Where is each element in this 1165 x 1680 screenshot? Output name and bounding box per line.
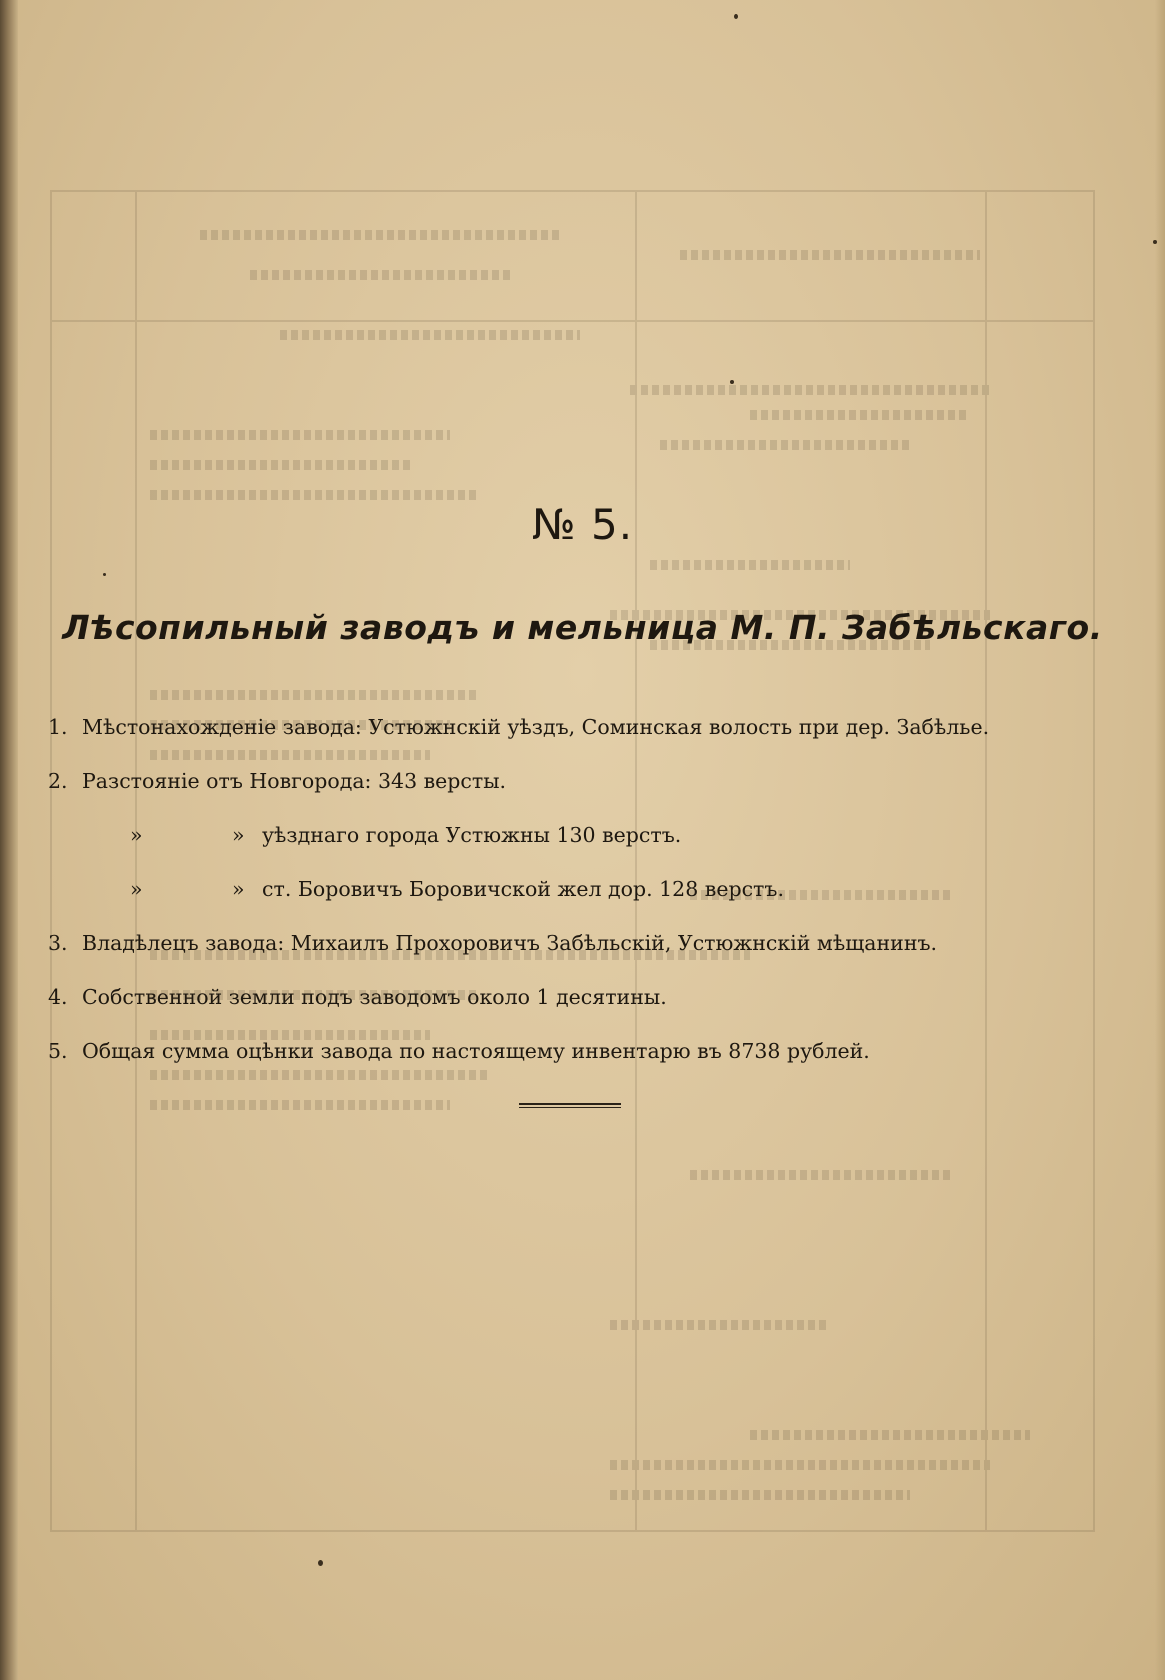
double-rule-divider xyxy=(519,1103,621,1108)
ditto-mark: » xyxy=(130,823,143,847)
document-title: Лѣсопильный заводъ и мельница М. П. Забѣльскаго. xyxy=(62,608,1103,647)
item-number: 3. xyxy=(48,931,68,955)
item-number: 5. xyxy=(48,1039,68,1063)
list-item xyxy=(48,700,1128,754)
binding-edge xyxy=(0,0,18,1680)
ink-speck xyxy=(1153,240,1157,244)
item-text: Общая сумма оцѣнки завода по настоящему инвентарю въ 8738 рублей. xyxy=(82,1039,870,1063)
ink-speck xyxy=(318,1560,323,1566)
item-number: 1. xyxy=(48,715,68,739)
item-number: 2. xyxy=(48,769,68,793)
document-number: № 5. xyxy=(531,500,634,549)
list-item xyxy=(48,754,1128,808)
ink-speck xyxy=(103,573,106,576)
list-item xyxy=(48,1024,1128,1078)
list-subitem xyxy=(48,862,1128,916)
item-text: Собственной земли подъ заводомъ около 1 десятины. xyxy=(82,985,667,1009)
ditto-mark: » xyxy=(232,877,245,901)
list-subitem xyxy=(48,808,1128,862)
ink-speck xyxy=(734,14,738,19)
item-text: Разстояніе отъ Новгорода: 343 версты. xyxy=(82,769,507,793)
ink-speck xyxy=(730,380,734,384)
item-text: уѣзднаго города Устюжны 130 верстъ. xyxy=(262,823,682,847)
page-edge-shadow xyxy=(1155,0,1165,1680)
item-text: Владѣлецъ завода: Михаилъ Прохоровичъ Забѣльскій, Устюжнскій мѣщанинъ. xyxy=(82,931,938,955)
list-item xyxy=(48,916,1128,970)
item-text: Мѣстонахожденіе завода: Устюжнскій уѣздъ, Соминская волость при дер. Забѣлье. xyxy=(82,715,990,739)
ditto-mark: » xyxy=(232,823,245,847)
item-number: 4. xyxy=(48,985,68,1009)
ditto-mark: » xyxy=(130,877,143,901)
item-text: ст. Боровичъ Боровичской жел дор. 128 верстъ. xyxy=(262,877,784,901)
item-list xyxy=(48,700,1128,1078)
list-item xyxy=(48,970,1128,1024)
